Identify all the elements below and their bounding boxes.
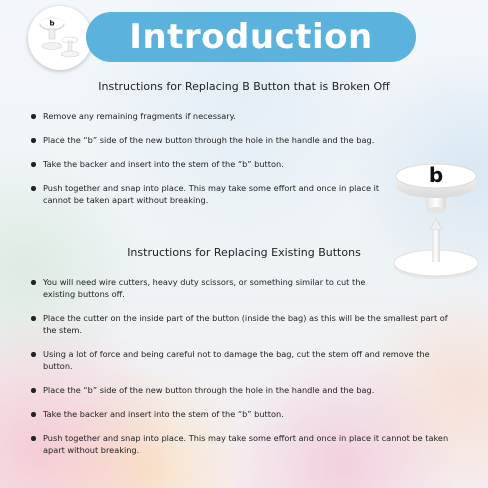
bullet-icon <box>31 412 36 417</box>
list-item: Place the “b” side of the new button through the hole in the handle and the bag. <box>30 134 380 146</box>
bullet-icon <box>31 114 36 119</box>
bullet-icon <box>31 436 36 441</box>
replacement-button-image <box>388 160 484 282</box>
bullet-icon <box>31 280 36 285</box>
bullet-icon <box>31 138 36 143</box>
button-letter: b <box>428 163 444 187</box>
section-heading-broken-off: Instructions for Replacing B Button that is Broken Off <box>98 80 390 93</box>
bullet-icon <box>31 388 36 393</box>
bullet-icon <box>31 186 36 191</box>
bullet-icon <box>31 162 36 167</box>
list-item: Take the backer and insert into the stem of the “b” button. <box>30 158 380 170</box>
list-item: Take the backer and insert into the stem of the “b” button. <box>30 408 455 420</box>
list-item: Place the cutter on the inside part of the button (inside the bag) as this will be the smallest part of the stem. <box>30 312 455 336</box>
list-item: You will need wire cutters, heavy duty scissors, or something similar to cut the existing buttons off. <box>30 276 398 300</box>
bullet-icon <box>31 316 36 321</box>
instructions-list-existing <box>30 276 455 456</box>
list-item: Place the “b” side of the new button through the hole in the handle and the bag. <box>30 384 455 396</box>
thumbnail-letter: b <box>49 19 55 28</box>
list-item: Using a lot of force and being careful not to damage the bag, cut the stem off and remove the button. <box>30 348 455 372</box>
page-title: Introduction <box>129 17 373 57</box>
replacement-button-icon <box>388 160 484 282</box>
section-heading-existing: Instructions for Replacing Existing Buttons <box>127 246 361 259</box>
bullet-icon <box>31 352 36 357</box>
button-thumbnail-icon <box>28 6 92 70</box>
list-item: Remove any remaining fragments if necessary. <box>30 110 380 122</box>
list-item: Push together and snap into place. This may take some effort and once in place it cannot be taken apart without breaking. <box>30 432 455 456</box>
logo-product-thumbnail <box>28 6 92 70</box>
instructions-list-broken-off <box>30 110 380 206</box>
title-banner <box>86 12 416 62</box>
list-item: Push together and snap into place. This may take some effort and once in place it cannot be taken apart without breaking. <box>30 182 380 206</box>
